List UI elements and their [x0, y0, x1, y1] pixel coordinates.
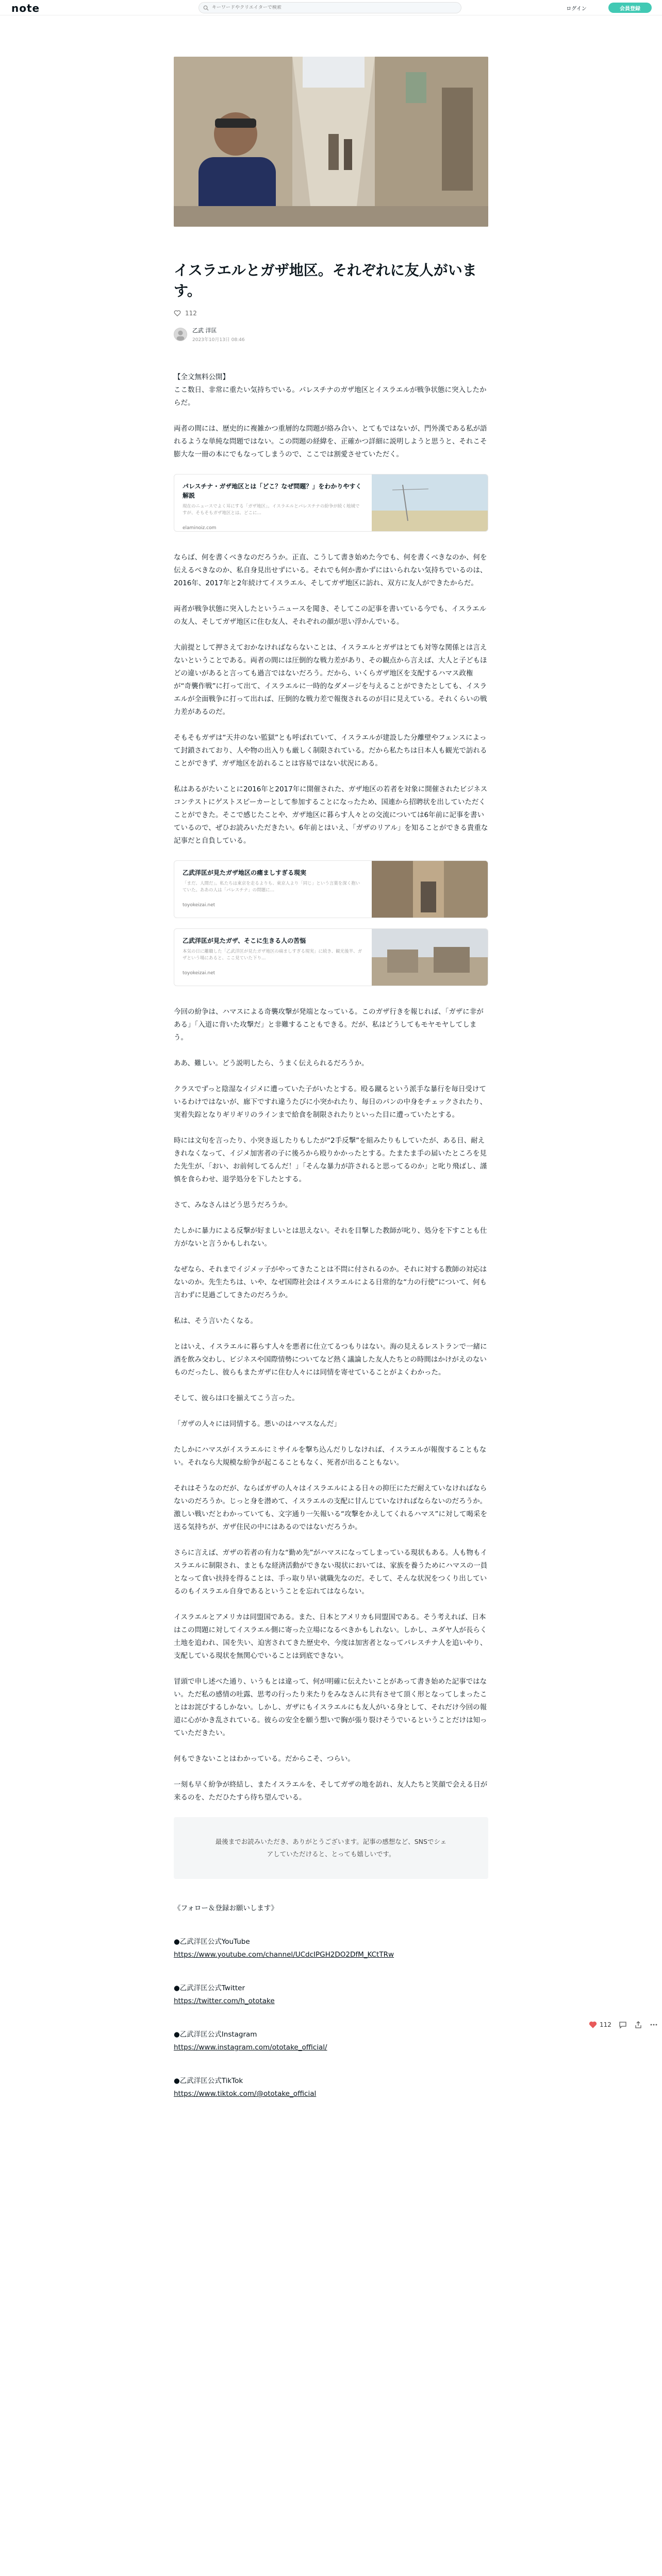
paragraph: それはそうなのだが、ならばガザの人々はイスラエルによる日々の抑圧にただ耐えていなければならないのだろうか。じっと身を潜めて、イスラエルの支配に甘んじていなければならないのだろうか。激しい戦いだとわかっていても、文字通り一矢報いる“攻撃をかえしてくれるハマス”に対して喝采を送る気持ちが、ガザ住民の中にはあるのではないだろうか。: [174, 1484, 487, 1531]
article-title: イスラエルとガザ地区。それぞれに友人がいます。: [174, 262, 477, 299]
heart-icon[interactable]: [589, 2021, 597, 2029]
link-embed-card[interactable]: [174, 474, 488, 532]
float-like[interactable]: [589, 2021, 611, 2029]
paragraph: 【全文無料公開】 ここ数日、非常に重たい気持ちでいる。パレスチナのガザ地区とイスラエルが戦争状態に突入したからだ。: [174, 373, 487, 407]
floating-actions: [589, 2021, 658, 2029]
heart-icon[interactable]: [174, 310, 181, 317]
like-count: 112: [185, 310, 197, 317]
embed-description: 「まだ、人間だ」。私たちは東京を走るよりも、東京人より「同じ」という言葉を深く抱いていた。ああの人は「パレスチナ」の問題に…: [183, 881, 360, 893]
post-date: 2023年10月13日 08:46: [192, 337, 245, 343]
paragraph: さて、みなさんはどう思うだろうか。: [174, 1201, 292, 1209]
embed-domain: toyokeizai.net: [183, 971, 216, 976]
social-link-block: [174, 1936, 488, 1961]
search-input[interactable]: [212, 5, 449, 10]
paragraph: 何もできないことはわかっている。だからこそ、つらい。: [174, 1755, 355, 1763]
search-icon: [203, 5, 209, 11]
social-link-block: [174, 1982, 488, 2008]
twitter-link[interactable]: https://twitter.com/h_ototake: [174, 1997, 275, 2005]
float-like-count: 112: [600, 2021, 611, 2028]
embed-thumbnail: [372, 929, 488, 986]
paragraph: 冒頭で申し述べた通り、いうもとは違って、何が明確に伝えたいことがあって書き始めた記事ではない。ただ私の感情の吐露、思考の行ったり来たりをみなさんに共有させて頂く形となってしまったことはお詫びするしかない。しかし、ガザにもイスラエルにも友人がいる身として、それだけ今回の報道に心がかき乱されている。彼らの安全を願う想いで胸が張り裂けそうでいるということだけは知っていただきたい。: [174, 1677, 487, 1737]
paragraph: 両者の間には、歴史的に複雑かつ重層的な問題が絡み合い、とてもではないが、門外漢である私が語れるような単純な問題ではない。この問題の経緯を、正確かつ詳細に説明しようと思うと、それこそ膨大な一冊の本にでもなってしまうので、ここでは割愛させていただく。: [174, 425, 487, 459]
social-label: ●乙武洋匡公式Instagram: [174, 2030, 257, 2039]
paragraph: 今回の紛争は、ハマスによる奇襲攻撃が発端となっている。このガザ行きを報じれば、「ガザに非がある」「入道に背いた攻撃だ」と非難することもできる。だが、私はどうしてもモヤモヤしてしまう。: [174, 1008, 484, 1042]
paragraph: ならば、何を書くべきなのだろうか。正直、こうして書き始めた今でも、何を書くべきなのか、何を伝えるべきなのか、私自身見出せずにいる。それでも何か書かずにはいられない気持ちでいるのは、2016年、2017年と2年続けてイスラエル、そしてガザ地区に訪れ、双方に友人ができたからだ。: [174, 553, 487, 587]
login-button[interactable]: ログイン: [561, 3, 592, 13]
note-logo[interactable]: note: [11, 2, 40, 14]
signup-button[interactable]: 会員登録: [608, 3, 652, 13]
link-embed-card[interactable]: [174, 928, 488, 986]
paragraph: なぜなら、それまでイジメッ子がやってきたことは不問に付されるのか。それに対する教師の対応はないのか。先生たちは、いや、なぜ国際社会はイスラエルによる日常的な“力の行使”について、何も言わずに見過ごしてきたのだろうか。: [174, 1265, 487, 1299]
social-label: ●乙武洋匡公式Twitter: [174, 1984, 245, 1992]
more-icon[interactable]: [650, 2021, 658, 2029]
embed-title: 乙武洋匡が見たガザ地区の痛ましすぎる現実: [183, 869, 307, 876]
paragraph: 大前提として押さえておかなければならないことは、イスラエルとガザはとても対等な関係とは言えないということである。両者の間には圧倒的な戦力差があり、その観点から言えば、大人と子どもほどの違いがあると言っても過言ではないだろう。だから、いくらガザ地区を支配するハマス政権が“奇襲作戦”に打って出て、イスラエルに一時的なダメージを与えることができたとしても、イスラエルが全面戦争に打って出れば、圧倒的な戦力差で報復されるのが目に見えている。それくらいの戦力差があるのだ。: [174, 643, 487, 716]
paragraph: イスラエルとアメリカは同盟国である。また、日本とアメリカも同盟国である。そう考えれば、日本はこの問題に対してイスラエル側に寄った立場になるべきかもしれない。しかし、ユダヤ人が長らく土地を追われ、国を失い、迫害されてきた歴史や、今度は加害者となってパレスチナ人を追いやり、支配している現状を無関心でいることは到底できない。: [174, 1613, 487, 1660]
paragraph: そもそもガザは“天井のない監獄”とも呼ばれていて、イスラエルが建設した分離壁やフェンスによって封鎖されており、人や物の出入りも厳しく制限されている。だから私たちは日本人も観光で訪れることができず、ガザ地区を訪れることは容易ではない状況にある。: [174, 734, 487, 768]
avatar-icon: [174, 328, 187, 341]
search-bar[interactable]: [198, 2, 461, 13]
social-link-block: [174, 2028, 488, 2054]
author-name[interactable]: 乙武 洋匡: [192, 327, 217, 334]
paragraph: 私は、そう言いたくなる。: [174, 1317, 257, 1325]
embed-description: 現在のニュースでよく耳にする「ガザ地区」。イスラエルとパレスチナの紛争が続く地域ですが、そもそもガザ地区とは、どこに…: [183, 504, 360, 516]
embed-title: パレスチナ・ガザ地区とは「どこ？なぜ問題？」をわかりやすく解説: [183, 483, 362, 499]
embed-domain: toyokeizai.net: [183, 903, 216, 908]
paragraph: たしかにハマスがイスラエルにミサイルを撃ち込んだりしなければ、イスラエルが報復することもない。それなら大規模な紛争が起こることもなく、死者が出ることもない。: [174, 1446, 487, 1467]
paragraph: ああ、難しい。どう説明したら、うまく伝えられるだろうか。: [174, 1059, 369, 1067]
embed-description: 本気の日に離職した「乙武洋匡が見たガザ地区の痛ましすぎる現実」に続き、観光後半、ガザという場にあると、ここ見ていた下り…: [183, 949, 362, 961]
link-embed-card[interactable]: [174, 860, 488, 918]
social-label: ●乙武洋匡公式YouTube: [174, 1938, 250, 1946]
embed-title: 乙武洋匡が見たガザ、そこに生きる人の苦悩: [183, 937, 306, 944]
share-icon[interactable]: [634, 2021, 642, 2029]
paragraph: 私はあるがたいことに2016年と2017年に開催された、ガザ地区の若者を対象に開催されたビジネスコンテストにゲストスピーカーとして参加することになったため、国連から招聘状を出していただくことができた。そこで感じたことや、ガザ地区に暮らす人々との交流については6年前に記事を書いているので、ぜひお読みいただきたい。6年前とはいえ、「ガザのリアル」を知ることができる貴重な記事だと自負している。: [174, 785, 488, 845]
paragraph: とはいえ、イスラエルに暮らす人々を悪者に仕立てるつもりはない。海の見えるレストランで一緒に酒を飲み交わし、ビジネスや国際情勢についてなど熱く議論した友人たちとの時間はかけがえのないものだったし、彼らもまたガザに住む人々には同情を寄せていることがよくわかった。: [174, 1343, 487, 1377]
embed-thumbnail: [372, 861, 488, 918]
author-avatar[interactable]: [174, 328, 187, 341]
instagram-link[interactable]: https://www.instagram.com/ototake_official/: [174, 2043, 327, 2052]
comment-icon[interactable]: [619, 2021, 627, 2029]
social-label: ●乙武洋匡公式TikTok: [174, 2077, 243, 2085]
paragraph: 一刻も早く紛争が終結し、またイスラエルを、そしてガザの地を訪れ、友人たちと笑顔で会える日が来るのを、ただひたすら待ち望んでいる。: [174, 1781, 488, 1802]
paragraph: 両者が戦争状態に突入したというニュースを聞き、そしてこの記事を書いている今でも、イスラエルの友人、そしてガザ地区に住む友人、それぞれの顔が思い浮かんでいる。: [174, 605, 487, 626]
paragraph: さらに言えば、ガザの若者の有力な“勤め先”がハマスになってしまっている現状もある。人も物もイスラエルに制限され、まともな経済活動ができない現状においては、家族を養うためにハマスの一員となって食い扶持を得ることは、手っ取り早い就職先なのだ。そして、そんな状況をつくり出しているのもイスラエル自身であるということを忘れてはならない。: [174, 1549, 488, 1596]
follow-heading: 《フォロー＆登録お願いします》: [174, 1904, 278, 1912]
article-body: [174, 371, 488, 2100]
paragraph: たしかに暴力による反撃が好ましいとは思えない。それを目撃した教師が叱り、処分を下すことも仕方がないと言うかもしれない。: [174, 1227, 487, 1248]
youtube-link[interactable]: https://www.youtube.com/channel/UCdcIPGH2DO2DfM_KCtTRw: [174, 1951, 394, 1959]
eyecatch-image: [174, 57, 488, 227]
site-header: [0, 0, 662, 15]
support-message-box: [174, 1817, 488, 1879]
social-link-block: [174, 2075, 488, 2100]
paragraph: 「ガザの人々には同情する。悪いのはハマスなんだ」: [174, 1420, 341, 1428]
tiktok-link[interactable]: https://www.tiktok.com/@ototake_official: [174, 2090, 317, 2098]
support-message: 最後までお読みいただき、ありがとうございます。記事の感想など、SNSでシェアしていただけると、とっても嬉しいです。: [215, 1838, 447, 1858]
author-block[interactable]: [174, 326, 488, 343]
paragraph: クラスでずっと陰湿なイジメに遭っていた子がいたとする。殴る蹴るという派手な暴行を毎日受けているわけではないが、廊下ですれ違うたびに小突かれたり、毎日のパンの中身をチェックされたり、実着失踪となりギリギリのラインまで給食を制限されたりといった目に遭っていたとする。: [174, 1085, 487, 1119]
like-row[interactable]: [174, 310, 488, 317]
embed-domain: elaminoiz.com: [183, 526, 217, 531]
paragraph: 時には文句を言ったり、小突き返したりもしたが“2手反撃”を組みたりもしていたが、ある日、耐えきれなくなって、イジメ加害者の子に後ろから殴りかかったとする。たまたま手の届いたところを見た先生が、「おい、お前何してるんだ！」「そんな暴力が許されると思ってるのか」と叱り飛ばし、謹慎を食らわせ、退学処分を下したとする。: [174, 1137, 487, 1183]
embed-thumbnail: [372, 474, 488, 532]
paragraph: そして、彼らは口を揃えてこう言った。: [174, 1394, 299, 1402]
article: [174, 57, 488, 2113]
